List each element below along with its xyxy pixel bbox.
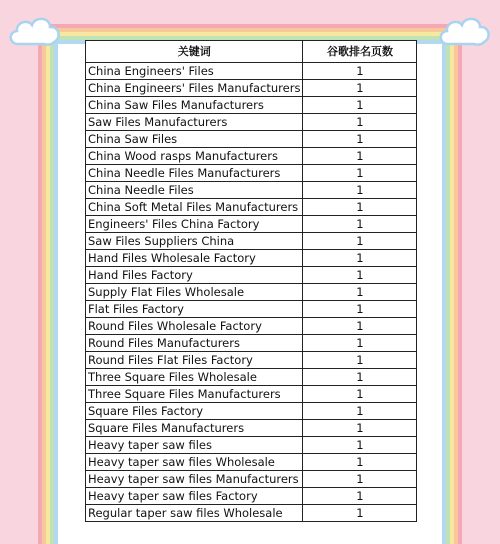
rank-page-cell: 1 xyxy=(303,216,417,233)
table-row xyxy=(86,131,417,148)
table-row xyxy=(86,97,417,114)
rank-page-cell: 1 xyxy=(303,148,417,165)
table-row xyxy=(86,216,417,233)
rank-page-cell: 1 xyxy=(303,199,417,216)
keyword-cell: China Saw Files xyxy=(86,131,303,148)
table-row xyxy=(86,471,417,488)
table-row xyxy=(86,352,417,369)
keyword-cell: Heavy taper saw files xyxy=(86,437,303,454)
table-row xyxy=(86,182,417,199)
keyword-cell: Engineers' Files China Factory xyxy=(86,216,303,233)
rank-page-cell: 1 xyxy=(303,114,417,131)
rank-page-cell: 1 xyxy=(303,250,417,267)
table-row xyxy=(86,267,417,284)
table-row xyxy=(86,301,417,318)
cloud-icon xyxy=(6,10,64,50)
header-keyword: 关键词 xyxy=(86,41,303,63)
keyword-cell: Hand Files Wholesale Factory xyxy=(86,250,303,267)
rank-page-cell: 1 xyxy=(303,267,417,284)
keyword-ranking-table xyxy=(85,40,417,522)
keyword-cell: China Engineers' Files xyxy=(86,63,303,80)
rank-page-cell: 1 xyxy=(303,454,417,471)
table-row xyxy=(86,80,417,97)
table-header-row xyxy=(86,41,417,63)
rank-page-cell: 1 xyxy=(303,488,417,505)
rank-page-cell: 1 xyxy=(303,284,417,301)
rank-page-cell: 1 xyxy=(303,386,417,403)
cloud-icon xyxy=(436,10,494,50)
table-row xyxy=(86,250,417,267)
keyword-cell: China Needle Files Manufacturers xyxy=(86,165,303,182)
table-row xyxy=(86,420,417,437)
table-row xyxy=(86,318,417,335)
keyword-cell: Supply Flat Files Wholesale xyxy=(86,284,303,301)
rank-page-cell: 1 xyxy=(303,63,417,80)
keyword-cell: China Needle Files xyxy=(86,182,303,199)
keyword-cell: Saw Files Suppliers China xyxy=(86,233,303,250)
keyword-cell: China Wood rasps Manufacturers xyxy=(86,148,303,165)
table-row xyxy=(86,505,417,522)
table-row xyxy=(86,403,417,420)
keyword-cell: Heavy taper saw files Wholesale xyxy=(86,454,303,471)
rank-page-cell: 1 xyxy=(303,97,417,114)
rank-page-cell: 1 xyxy=(303,165,417,182)
table-row xyxy=(86,199,417,216)
rank-page-cell: 1 xyxy=(303,352,417,369)
rank-page-cell: 1 xyxy=(303,80,417,97)
rank-page-cell: 1 xyxy=(303,131,417,148)
keyword-cell: Heavy taper saw files Factory xyxy=(86,488,303,505)
table-row xyxy=(86,488,417,505)
table-row xyxy=(86,63,417,80)
rank-page-cell: 1 xyxy=(303,301,417,318)
rank-page-cell: 1 xyxy=(303,182,417,199)
keyword-cell: China Engineers' Files Manufacturers xyxy=(86,80,303,97)
keyword-cell: Three Square Files Manufacturers xyxy=(86,386,303,403)
rank-page-cell: 1 xyxy=(303,335,417,352)
table-row xyxy=(86,233,417,250)
keyword-cell: Round Files Manufacturers xyxy=(86,335,303,352)
keyword-cell: Round Files Wholesale Factory xyxy=(86,318,303,335)
keyword-cell: China Soft Metal Files Manufacturers xyxy=(86,199,303,216)
keyword-cell: Hand Files Factory xyxy=(86,267,303,284)
rank-page-cell: 1 xyxy=(303,437,417,454)
table-row xyxy=(86,335,417,352)
rank-page-cell: 1 xyxy=(303,233,417,250)
table-row xyxy=(86,148,417,165)
table-row xyxy=(86,284,417,301)
keyword-cell: Square Files Manufacturers xyxy=(86,420,303,437)
keyword-cell: Flat Files Factory xyxy=(86,301,303,318)
table-row xyxy=(86,369,417,386)
keyword-cell: Square Files Factory xyxy=(86,403,303,420)
rank-page-cell: 1 xyxy=(303,369,417,386)
keyword-cell: China Saw Files Manufacturers xyxy=(86,97,303,114)
table-row xyxy=(86,165,417,182)
table-row xyxy=(86,114,417,131)
rank-page-cell: 1 xyxy=(303,403,417,420)
table-row xyxy=(86,454,417,471)
table-row xyxy=(86,437,417,454)
keyword-cell: Heavy taper saw files Manufacturers xyxy=(86,471,303,488)
header-google-rank-page: 谷歌排名页数 xyxy=(303,41,417,63)
rank-page-cell: 1 xyxy=(303,471,417,488)
rank-page-cell: 1 xyxy=(303,420,417,437)
keyword-cell: Saw Files Manufacturers xyxy=(86,114,303,131)
rank-page-cell: 1 xyxy=(303,505,417,522)
keyword-cell: Round Files Flat Files Factory xyxy=(86,352,303,369)
keyword-cell: Regular taper saw files Wholesale xyxy=(86,505,303,522)
rank-page-cell: 1 xyxy=(303,318,417,335)
table-row xyxy=(86,386,417,403)
keyword-cell: Three Square Files Wholesale xyxy=(86,369,303,386)
